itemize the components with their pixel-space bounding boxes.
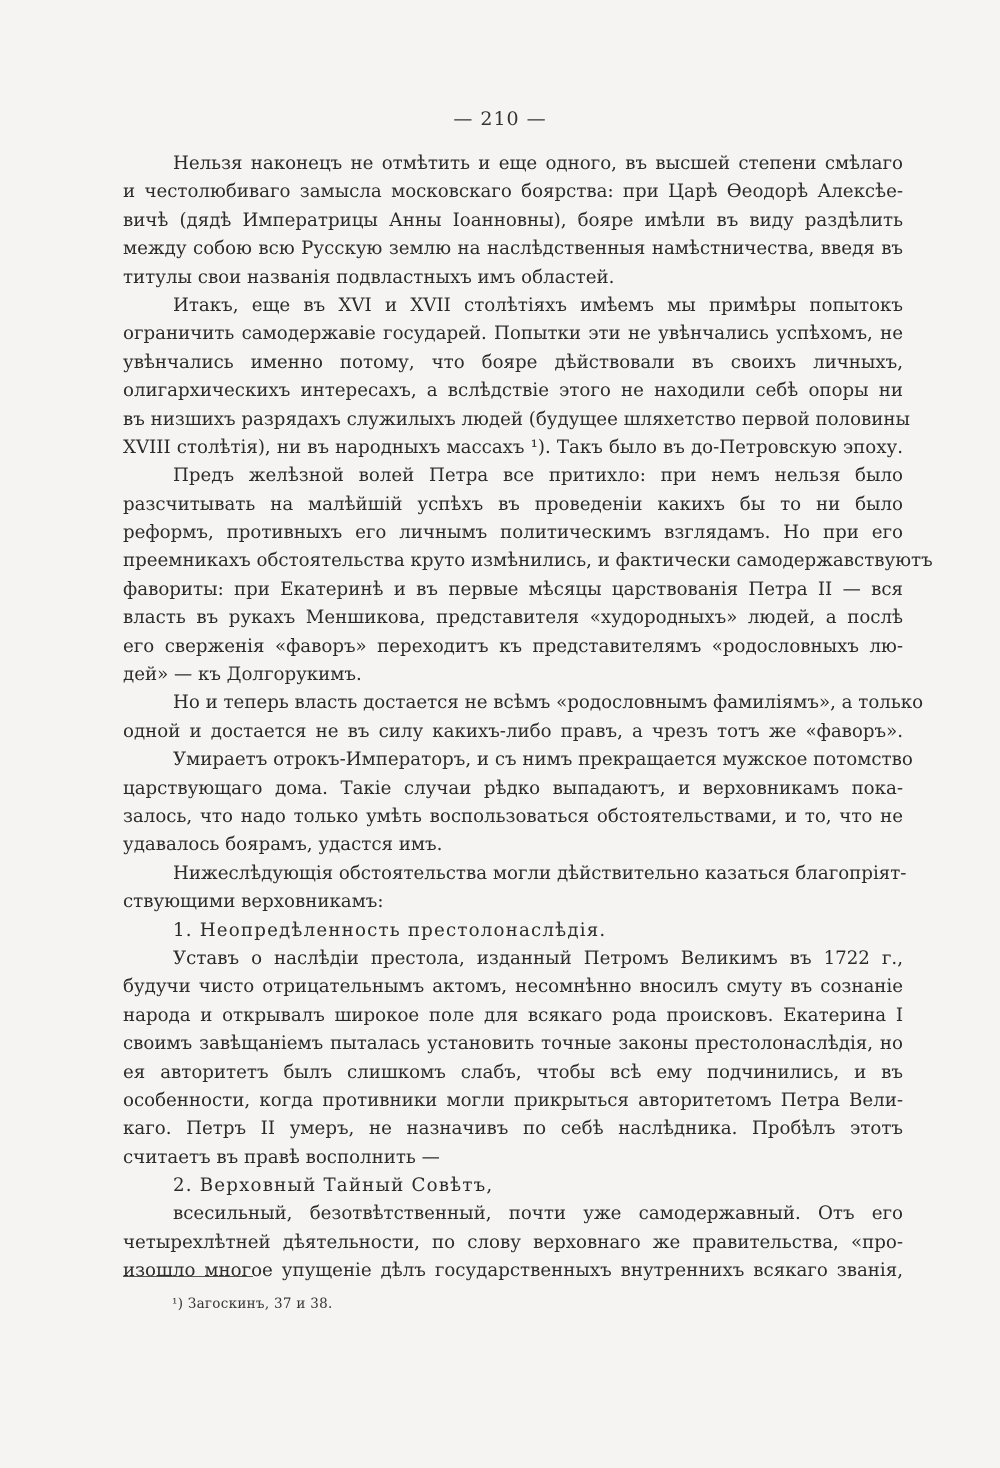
text-line: титулы свои названія подвластныхъ имъ областей. bbox=[123, 266, 615, 288]
text-line: изошло многое упущеніе дѣлъ государственныхъ внутреннихъ всякаго званія, bbox=[123, 1260, 903, 1282]
text-line: Нельзя наконецъ не отмѣтить и еще одного, въ высшей степени смѣлаго bbox=[173, 153, 903, 174]
text-line: царствующаго дома. Такіе случаи рѣдко выпадаютъ, и верховникамъ пока- bbox=[123, 777, 903, 799]
text-line: разсчитывать на малѣйшій успѣхъ въ проведеніи какихъ бы то ни было bbox=[123, 493, 903, 515]
text-line: удавалось боярамъ, удастся имъ. bbox=[123, 834, 443, 856]
text-line: вичѣ (дядѣ Императрицы Анны Іоанновны), бояре имѣли въ виду раздѣлить bbox=[123, 209, 903, 231]
text-line: будучи чисто отрицательнымъ актомъ, несомнѣнно вносилъ смуту въ сознаніе bbox=[123, 976, 903, 998]
text-line: власть въ рукахъ Меншикова, представителя «худородныхъ» людей, а послѣ bbox=[123, 607, 903, 629]
text-line: реформъ, противныхъ его личнымъ политическимъ взглядамъ. Но при его bbox=[123, 522, 903, 544]
text-line: всесильный, безотвѣтственный, почти уже самодержавный. Отъ его bbox=[173, 1203, 903, 1225]
footnote: ¹) Загоскинъ, 37 и 38. bbox=[172, 1296, 333, 1312]
text-line: считаетъ въ правѣ восполнить — bbox=[123, 1146, 440, 1168]
text-line: Нижеслѣдующія обстоятельства могли дѣйствительно казаться благопріят- bbox=[173, 862, 907, 884]
text-line: увѣнчались именно потому, что бояре дѣйствовали въ своихъ личныхъ, bbox=[123, 351, 903, 373]
text-line: Уставъ о наслѣдіи престола, изданный Петромъ Великимъ въ 1722 г., bbox=[173, 947, 903, 969]
body-text bbox=[123, 150, 933, 1286]
text-line: преемникахъ обстоятельства круто измѣнились, и фактически самодержавствуютъ bbox=[123, 550, 933, 572]
text-line: его сверженія «фаворъ» переходитъ къ представителямъ «родословныхъ лю- bbox=[123, 635, 903, 657]
text-line: ограничить самодержавіе государей. Попытки эти не увѣнчались успѣхомъ, не bbox=[123, 323, 903, 345]
text-line: Но и теперь власть достается не всѣмъ «родословнымъ фамиліямъ», а только bbox=[173, 692, 924, 714]
text-line: XVIII столѣтія), ни въ народныхъ массахъ ¹). Такъ было въ до-Петровскую эпоху. bbox=[123, 436, 903, 458]
text-line: между собою всю Русскую землю на наслѣдственныя намѣстничества, введя въ bbox=[123, 238, 903, 260]
text-line: залось, что надо только умѣть воспользоваться обстоятельствами, и то, что не bbox=[123, 805, 903, 827]
text-line: одной и достается не въ силу какихъ-либо правъ, а чрезъ тотъ же «фаворъ». bbox=[123, 720, 903, 742]
text-line: Умираетъ отрокъ-Императоръ, и съ нимъ прекращается мужское потомство bbox=[173, 749, 913, 771]
text-line: 1. Неопредѣленность престолонаслѣдія. bbox=[173, 919, 607, 941]
text-line: дей» — къ Долгорукимъ. bbox=[123, 664, 362, 686]
text-line: особенности, когда противники могли прикрыться авторитетомъ Петра Вели- bbox=[123, 1089, 903, 1111]
text-line: своимъ завѣщаніемъ пыталась установить точные законы престолонаслѣдія, но bbox=[123, 1033, 903, 1055]
text-line: каго. Петръ II умеръ, не назначивъ по себѣ наслѣдника. Пробѣлъ этотъ bbox=[123, 1118, 903, 1140]
text-line: Предъ желѣзной волей Петра все притихло: при немъ нельзя было bbox=[173, 465, 903, 487]
text-line: Итакъ, еще въ XVI и XVII столѣтіяхъ имѣемъ мы примѣры попытокъ bbox=[173, 294, 903, 316]
text-line: и честолюбиваго замысла московскаго боярства: при Царѣ Ѳеодорѣ Алексѣе- bbox=[123, 181, 903, 203]
text-line: ствующими верховникамъ: bbox=[123, 891, 384, 913]
page-number: — 210 — bbox=[453, 108, 547, 130]
text-line: народа и открывалъ широкое поле для всякаго рода происковъ. Екатерина I bbox=[123, 1004, 903, 1026]
footnote-divider bbox=[123, 1276, 253, 1277]
text-line: олигархическихъ интересахъ, а вслѣдствіе этого не находили себѣ опоры ни bbox=[123, 380, 903, 402]
text-line: фавориты: при Екатеринѣ и въ первые мѣсяцы царствованія Петра II — вся bbox=[123, 578, 903, 600]
text-line: въ низшихъ разрядахъ служилыхъ людей (будущее шляхетство первой половины bbox=[123, 408, 911, 430]
text-line: 2. Верховный Тайный Совѣтъ, bbox=[173, 1175, 494, 1197]
text-line: четырехлѣтней дѣятельности, по слову верховнаго же правительства, «про- bbox=[123, 1231, 903, 1253]
text-line: ея авторитетъ былъ слишкомъ слабъ, чтобы всѣ ему подчинились, и въ bbox=[123, 1061, 903, 1083]
